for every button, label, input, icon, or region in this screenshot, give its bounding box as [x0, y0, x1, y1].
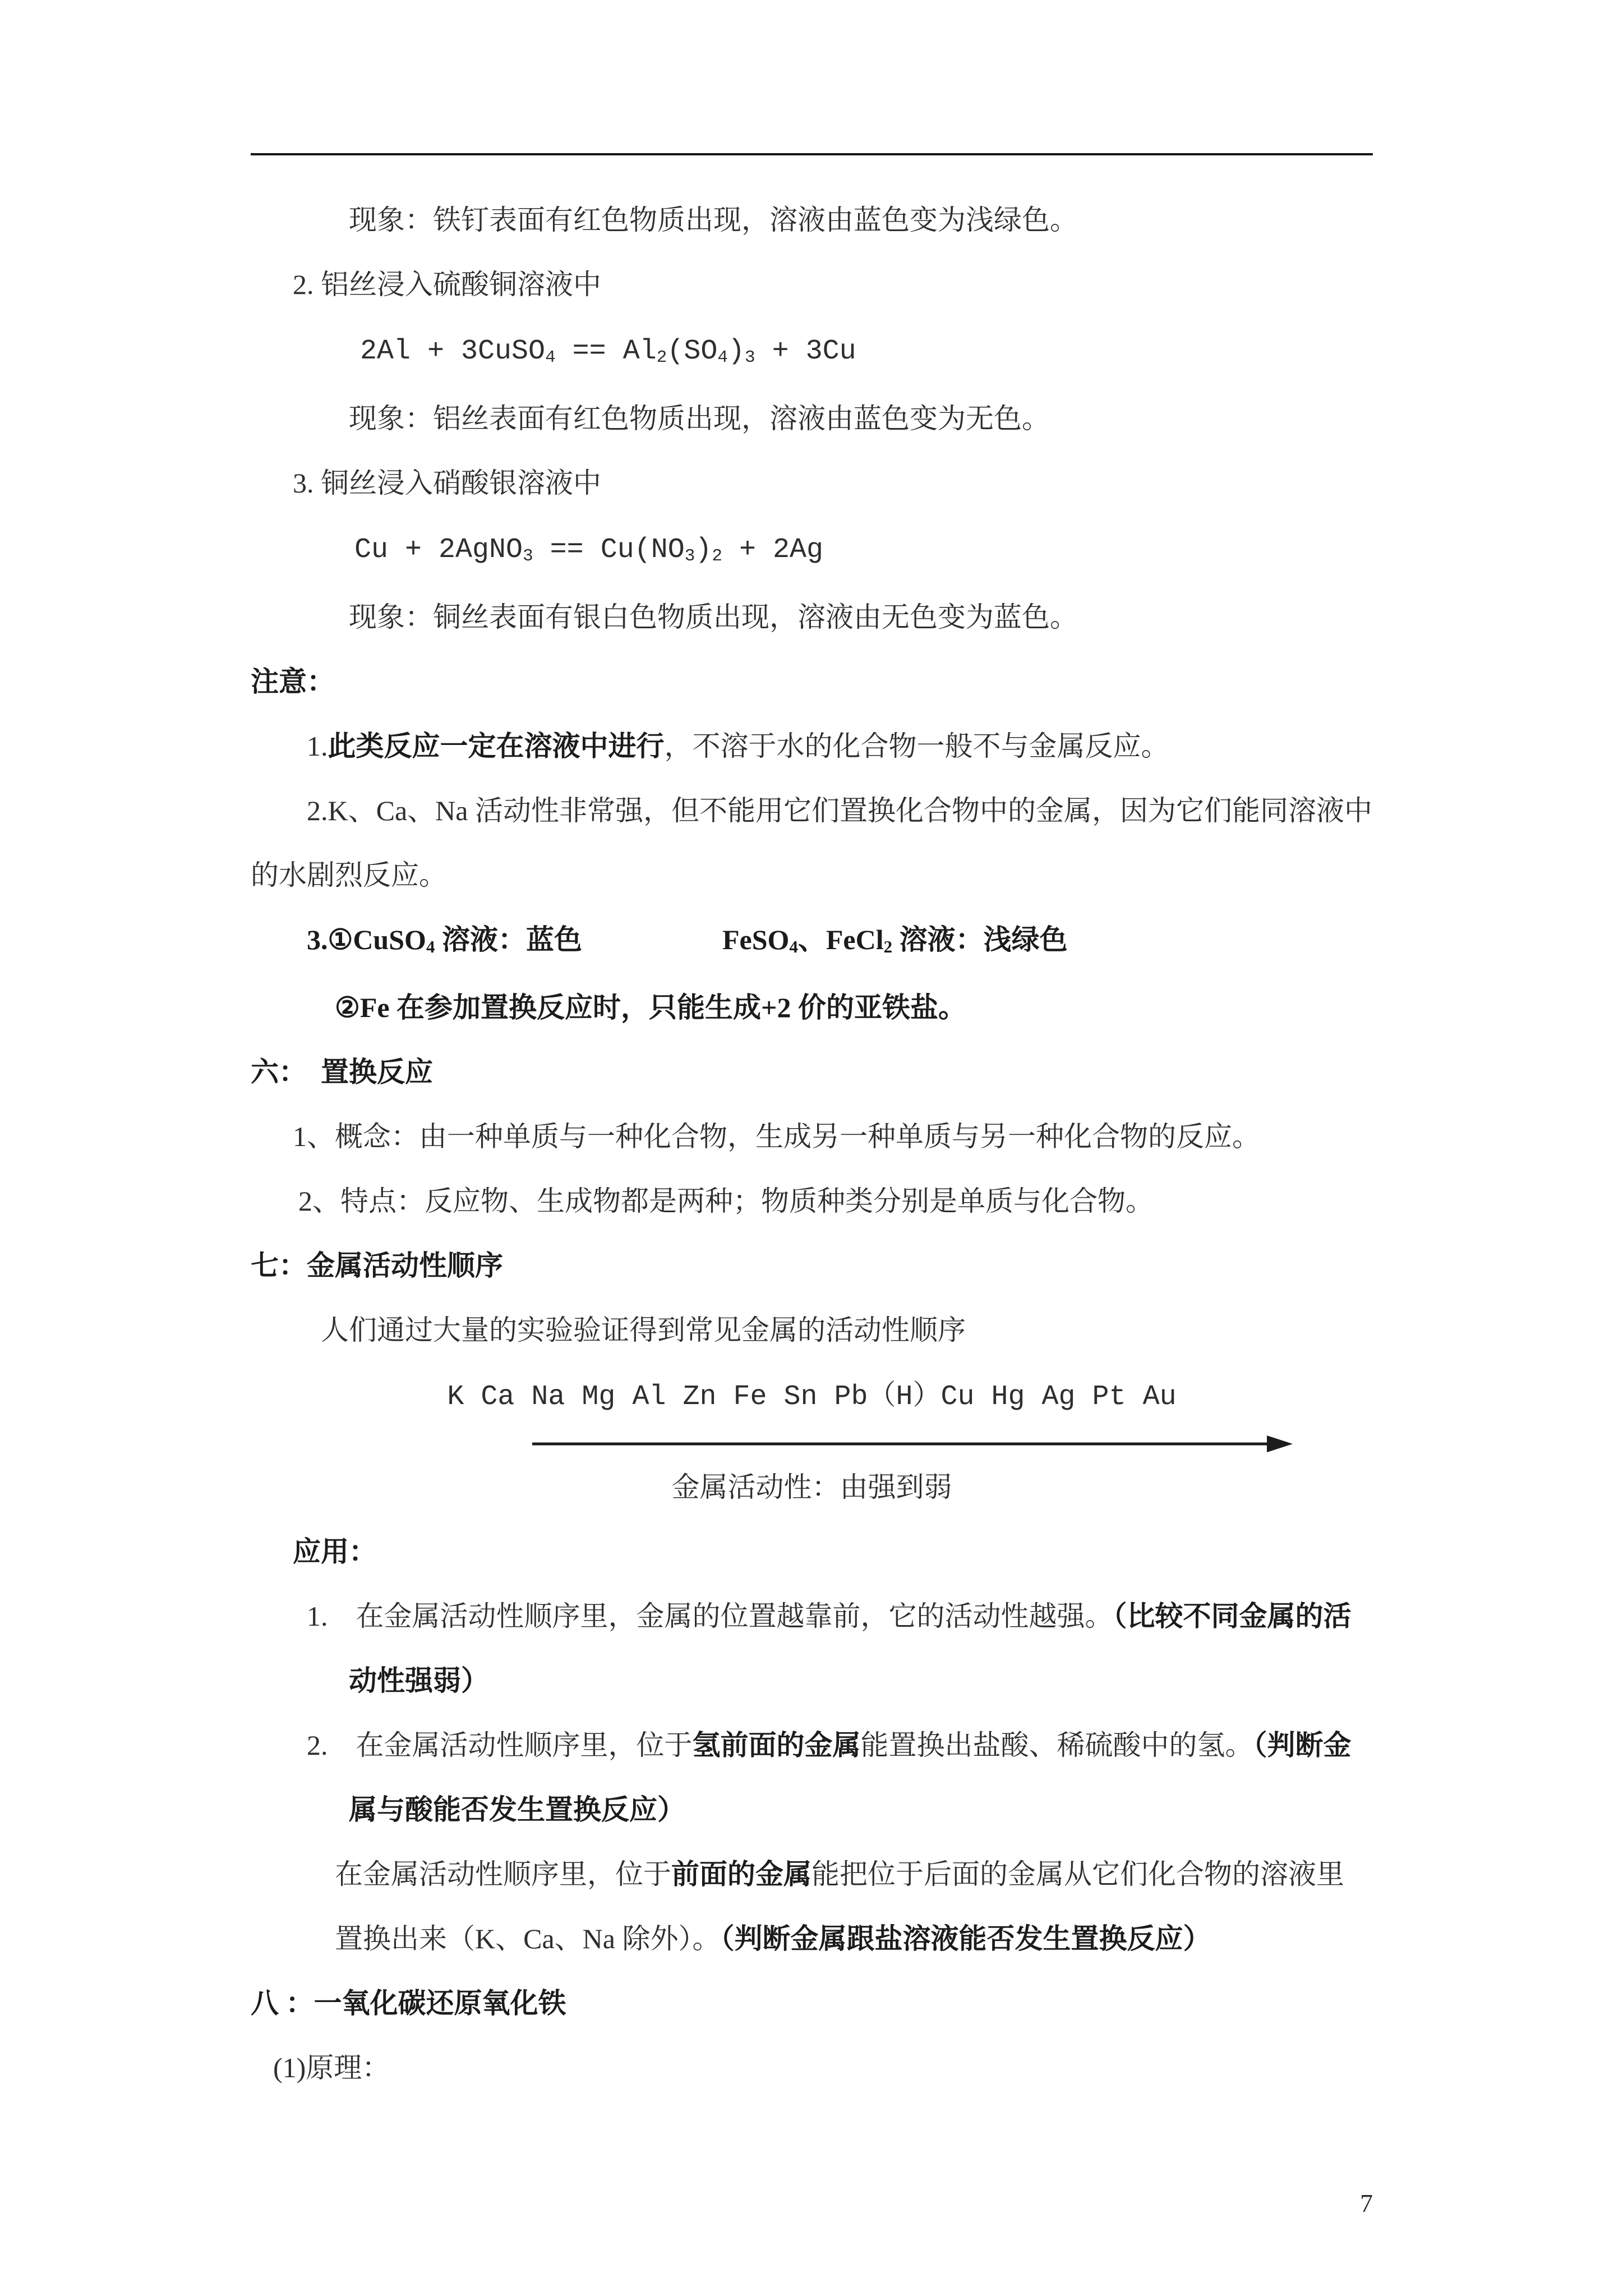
text-run: 溶液：蓝色: [435, 924, 582, 955]
document-line: [251, 650, 1373, 714]
text-run: 在金属活动性顺序里，位于: [335, 1858, 671, 1890]
document-line: [251, 1778, 1373, 1842]
document-line: [251, 1105, 1373, 1169]
text-run: Cu + 2AgNO: [354, 534, 523, 566]
metal-activity-arrow: [251, 1429, 1373, 1455]
text-run: 金属活动性：由强到弱: [671, 1471, 952, 1503]
document-line: [251, 1169, 1373, 1234]
text-run: 现象：铁钉表面有红色物质出现，溶液由蓝色变为浅绿色。: [349, 204, 1078, 236]
text-run: 1. 在金属活动性顺序里，金属的位置越靠前，它的活动性越强。: [307, 1600, 1113, 1632]
document-line: [251, 1040, 1373, 1105]
text-run: 动性强弱）: [349, 1665, 489, 1696]
page-number: 7: [1360, 2189, 1373, 2217]
text-run: 溶液：浅绿色: [892, 924, 1068, 955]
text-run: 4: [545, 347, 556, 367]
document-line: [251, 1649, 1373, 1713]
text-run: 2. 铝丝浸入硫酸铜溶液中: [293, 269, 601, 300]
document-line: [251, 1842, 1373, 1907]
text-run: 3: [684, 546, 695, 566]
document-line: [251, 1584, 1373, 1649]
document-line: [251, 908, 1373, 976]
text-run: 4: [789, 936, 798, 956]
header-rule: [251, 153, 1373, 155]
text-run: 1.: [307, 730, 328, 762]
text-run: FeSO: [722, 924, 790, 955]
document-line: [251, 1971, 1373, 2036]
text-run: ，不溶于水的化合物一般不与金属反应。: [664, 730, 1169, 762]
document-line: [251, 714, 1373, 779]
text-run: 人们通过大量的实验验证得到常见金属的活动性顺序: [321, 1314, 966, 1346]
text-run: 此类反应一定在溶液中进行: [328, 730, 665, 762]
document-line: [251, 976, 1373, 1040]
text-run: ): [727, 335, 745, 367]
text-run: + 3Cu: [755, 335, 856, 367]
document-line: [251, 188, 1373, 252]
document-line: [251, 1713, 1373, 1778]
document-line: [251, 1363, 1373, 1429]
right-arrow-icon: [531, 1429, 1294, 1455]
document-line: [251, 843, 1373, 908]
text-run: （判断金: [1253, 1729, 1352, 1761]
text-run: K Ca Na Mg Al Zn Fe Sn Pb（H）Cu Hg Ag Pt Au: [447, 1381, 1177, 1413]
text-run: 4: [717, 347, 728, 367]
text-run: 2: [883, 936, 893, 956]
text-run: 现象：铜丝表面有银白色物质出现，溶液由无色变为蓝色。: [349, 601, 1078, 633]
text-run: 、FeCl: [797, 924, 884, 955]
document-line: [251, 1234, 1373, 1298]
document-line: [251, 317, 1373, 386]
text-run: 3. 铜丝浸入硝酸银溶液中: [293, 467, 601, 499]
text-run: 属与酸能否发生置换反应）: [349, 1794, 685, 1825]
text-run: 4: [426, 936, 435, 956]
text-run: 1、概念：由一种单质与一种化合物，生成另一种单质与另一种化合物的反应。: [293, 1121, 1260, 1152]
document-line: [251, 1298, 1373, 1363]
text-run: （判断金属跟盐溶液能否发生置换反应）: [720, 1923, 1211, 1954]
text-run: == Cu(NO: [533, 534, 685, 566]
text-run: ): [695, 534, 712, 566]
document-content: [251, 188, 1373, 2100]
document-line: [251, 451, 1373, 516]
text-run: 3: [744, 347, 755, 367]
text-run: 能把位于后面的金属从它们化合物的溶液里: [811, 1858, 1344, 1890]
text-run: (1)原理：: [273, 2052, 390, 2083]
document-line: [251, 585, 1373, 650]
text-run: 的水剧烈反应。: [251, 859, 447, 891]
text-run: 前面的金属: [671, 1858, 811, 1890]
document-line: [251, 252, 1373, 317]
document-line: [251, 1907, 1373, 1971]
document-line: [251, 1520, 1373, 1584]
document-line: [251, 2036, 1373, 2100]
text-run: 氢前面的金属: [692, 1729, 861, 1761]
text-run: 能置换出盐酸、稀硫酸中的氢。: [860, 1729, 1253, 1761]
document-line: [251, 779, 1373, 843]
text-run: [582, 924, 722, 955]
text-run: 3.: [307, 924, 328, 955]
text-run: 2: [656, 347, 667, 367]
document-line: [251, 1455, 1373, 1520]
text-run: （比较不同金属的活: [1113, 1600, 1352, 1632]
text-run: 3: [523, 546, 533, 566]
text-run: 应用：: [293, 1536, 377, 1567]
text-run: 现象：铝丝表面有红色物质出现，溶液由蓝色变为无色。: [349, 403, 1050, 434]
text-run: 2Al + 3CuSO: [360, 335, 546, 367]
text-run: 置换出来（K、Ca、Na 除外）。: [335, 1923, 721, 1954]
text-run: 2: [712, 546, 722, 566]
text-run: == Al: [555, 335, 657, 367]
text-run: (SO: [667, 335, 718, 367]
text-run: ②Fe 在参加置换反应时，只能生成+2 价的亚铁盐。: [335, 992, 967, 1023]
document-line: [251, 386, 1373, 451]
document-line: [251, 516, 1373, 585]
text-run: 八 ：一氧化碳还原氧化铁: [251, 1987, 566, 2019]
text-run: 2、特点：反应物、生成物都是两种；物质种类分别是单质与化合物。: [298, 1185, 1154, 1217]
text-run: 六： 置换反应: [251, 1056, 433, 1088]
text-run: 注意：: [251, 666, 335, 697]
text-run: + 2Ag: [722, 534, 823, 566]
text-run: 2. 在金属活动性顺序里，位于: [307, 1729, 693, 1761]
text-run: ①CuSO: [328, 924, 426, 955]
text-run: 七：金属活动性顺序: [251, 1250, 503, 1281]
text-run: 2.K、Ca、Na 活动性非常强，但不能用它们置换化合物中的金属，因为它们能同溶液中: [307, 795, 1372, 826]
